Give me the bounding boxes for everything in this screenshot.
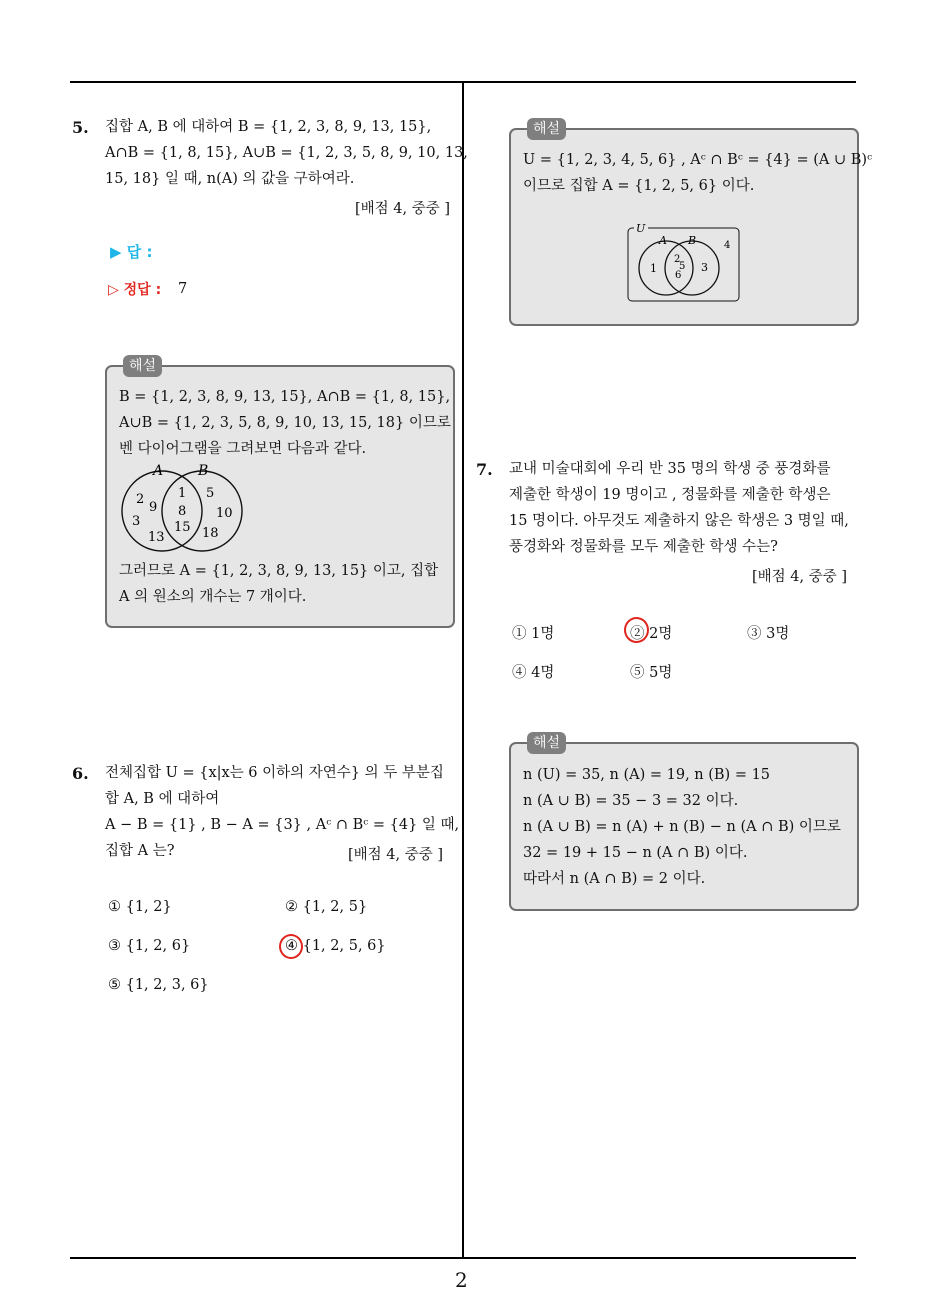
solution-box-q7 [509, 735, 859, 911]
selected-answer-mark [279, 934, 303, 959]
svg-text:6: 6 [675, 270, 682, 281]
solution-q7-line-1: n (U) = 35, n (A) = 19, n (B) = 15 [523, 767, 771, 783]
q7-option-4[interactable]: ④ 4명 [512, 665, 555, 681]
svg-text:10: 10 [216, 506, 233, 521]
answer-label: ▶ 답 : [110, 243, 153, 261]
question-7-score: [배점 4, 중중 ] [752, 569, 848, 585]
question-5-number: 5. [72, 118, 89, 137]
solution-q7-line-2: n (A ∪ B) = 35 − 3 = 32 이다. [523, 793, 739, 809]
q6-option-1[interactable]: ① {1, 2} [108, 899, 172, 915]
solution-q7-line-3: n (A ∪ B) = n (A) + n (B) − n (A ∩ B) 이므로 [523, 819, 841, 835]
question-7-line-4: 풍경화와 정물화를 모두 제출한 학생 수는? [509, 539, 778, 555]
svg-text:2: 2 [136, 492, 145, 507]
question-6-line-2: 합 A, B 에 대하여 [105, 791, 220, 807]
selected-answer-mark [624, 617, 649, 643]
venn-label-a: A [659, 234, 667, 247]
q7-option-5[interactable]: ⑤ 5명 [630, 665, 673, 681]
question-6-line-1: 전체집합 U = {x|x는 6 이하의 자연수} 의 두 부분집 [105, 765, 444, 781]
question-6-number: 6. [72, 764, 89, 783]
q6-option-2[interactable]: ② {1, 2, 5} [285, 899, 368, 915]
q7-option-3[interactable]: ③ 3명 [747, 626, 790, 642]
question-5-line-3: 15, 18} 일 때, n(A) 의 값을 구하여라. [105, 171, 355, 187]
question-7-line-1: 교내 미술대회에 우리 반 35 명의 학생 중 풍경화를 [509, 461, 831, 477]
solution-q6-line-1: U = {1, 2, 3, 4, 5, 6} , Aᶜ ∩ Bᶜ = {4} = (A ∪ B)ᶜ [523, 152, 873, 168]
solution-q5-line-5: A 의 원소의 개수는 7 개이다. [119, 589, 307, 605]
svg-text:4: 4 [724, 240, 731, 251]
question-6-score: [배점 4, 중중 ] [348, 847, 444, 863]
solution-q5-line-4: 그러므로 A = {1, 2, 3, 8, 9, 13, 15} 이고, 집합 [119, 563, 439, 579]
solution-q7-line-4: 32 = 19 + 15 − n (A ∩ B) 이다. [523, 845, 748, 861]
question-5-score: [배점 4, 중중 ] [355, 201, 451, 217]
svg-text:2: 2 [674, 254, 681, 265]
question-7-line-3: 15 명이다. 아무것도 제출하지 않은 학생은 3 명일 때, [509, 513, 849, 529]
q7-option-1[interactable]: ① 1명 [512, 626, 555, 642]
correct-answer-label: ▷ 정답 : [108, 282, 162, 298]
svg-text:15: 15 [174, 520, 191, 535]
solution-box-q6 [509, 121, 873, 326]
question-6-line-4: 집합 A 는? [105, 843, 175, 859]
bottom-rule [70, 1257, 856, 1259]
solution-badge: 해설 [123, 355, 162, 377]
q7-option-2[interactable]: ② 2명 [630, 626, 673, 642]
svg-text:5: 5 [206, 486, 215, 501]
solution-badge: 해설 [527, 732, 566, 754]
question-7-number: 7. [476, 460, 493, 479]
svg-text:18: 18 [202, 526, 219, 541]
question-6-line-3: A − B = {1} , B − A = {3} , Aᶜ ∩ Bᶜ = {4} 일 때, [105, 817, 460, 833]
column-divider [462, 82, 464, 1258]
venn-label-a: A [153, 463, 164, 479]
solution-box-q5 [105, 358, 455, 628]
venn-label-u: U [636, 224, 646, 235]
svg-text:3: 3 [132, 514, 141, 529]
svg-text:5: 5 [679, 261, 686, 272]
page-number: 2 [455, 1268, 468, 1292]
venn-diagram-q6 [626, 224, 742, 304]
solution-q7-line-5: 따라서 n (A ∩ B) = 2 이다. [523, 871, 706, 887]
venn-diagram-q5 [115, 461, 255, 553]
svg-text:1: 1 [178, 486, 187, 501]
venn-label-b: B [198, 463, 209, 479]
correct-answer-value: 7 [178, 281, 188, 297]
question-7-line-2: 제출한 학생이 19 명이고 , 정물화를 제출한 학생은 [509, 487, 831, 503]
question-5-line-1: 집합 A, B 에 대하여 B = {1, 2, 3, 8, 9, 13, 15}, [105, 119, 432, 135]
solution-q5-line-3: 벤 다이어그램을 그려보면 다음과 같다. [119, 441, 367, 457]
svg-text:9: 9 [149, 500, 158, 515]
q6-option-4[interactable]: ④ {1, 2, 5, 6} [285, 938, 386, 954]
solution-badge: 해설 [527, 118, 566, 140]
solution-q5-line-1: B = {1, 2, 3, 8, 9, 13, 15}, A∩B = {1, 8, 15}, [119, 389, 451, 405]
venn-label-b: B [688, 234, 697, 247]
svg-text:8: 8 [178, 504, 187, 519]
svg-text:1: 1 [650, 262, 657, 275]
q6-option-3[interactable]: ③ {1, 2, 6} [108, 938, 191, 954]
question-5-line-2: A∩B = {1, 8, 15}, A∪B = {1, 2, 3, 5, 8, 9, 10, 13, [105, 145, 468, 161]
solution-q5-line-2: A∪B = {1, 2, 3, 5, 8, 9, 10, 13, 15, 18} 이므로 [119, 415, 451, 431]
q6-option-5[interactable]: ⑤ {1, 2, 3, 6} [108, 977, 209, 993]
svg-text:13: 13 [148, 530, 165, 545]
svg-text:3: 3 [701, 261, 708, 274]
solution-q6-line-2: 이므로 집합 A = {1, 2, 5, 6} 이다. [523, 178, 755, 194]
